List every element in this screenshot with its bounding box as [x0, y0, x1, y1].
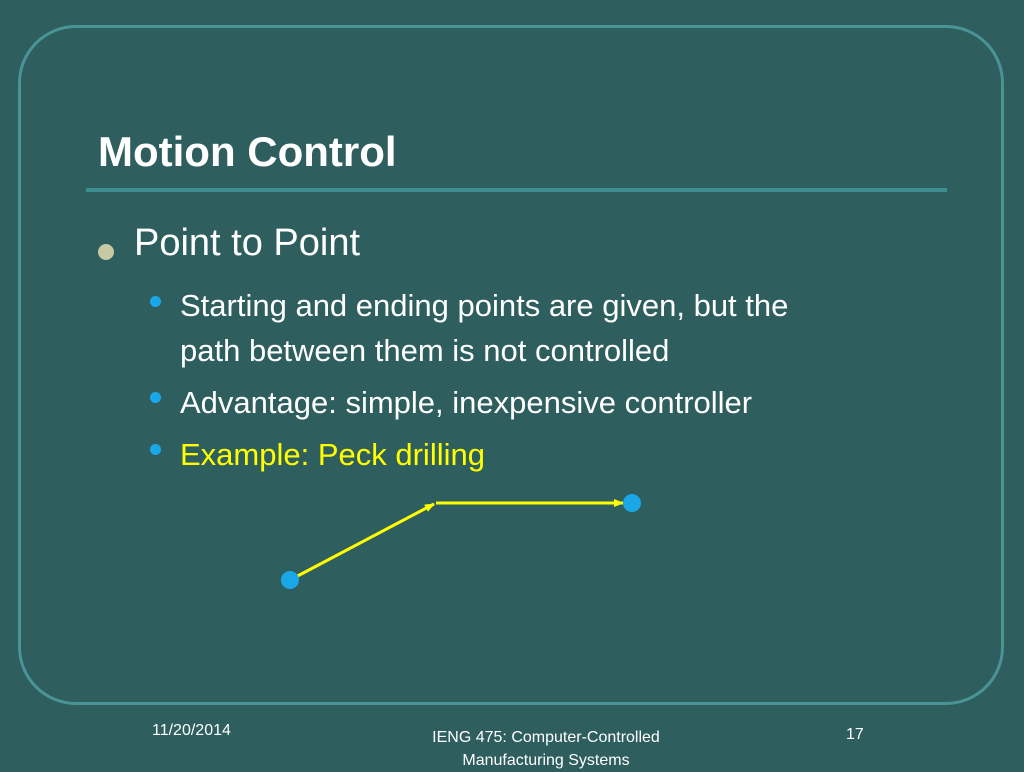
footer-page-number: 17 — [846, 726, 864, 743]
bullet-starting-ending-line1: Starting and ending points are given, but the — [180, 288, 789, 323]
footer-course-title — [396, 726, 696, 772]
footer-date: 11/20/2014 — [152, 722, 231, 739]
end-point-marker — [623, 494, 641, 512]
slide-title: Motion Control — [98, 128, 397, 175]
path-segment-1 — [290, 504, 434, 580]
bullet-starting-ending-line2: path between them is not controlled — [180, 333, 670, 368]
start-point-marker — [281, 571, 299, 589]
footer-course-line1: IENG 475: Computer-Controlled — [432, 729, 660, 746]
bullet-point-to-point: Point to Point — [134, 222, 361, 264]
footer-course-line2: Manufacturing Systems — [462, 752, 630, 769]
bullet-advantage: Advantage: simple, inexpensive controller — [180, 385, 753, 420]
bullet-example: Example: Peck drilling — [180, 437, 485, 472]
